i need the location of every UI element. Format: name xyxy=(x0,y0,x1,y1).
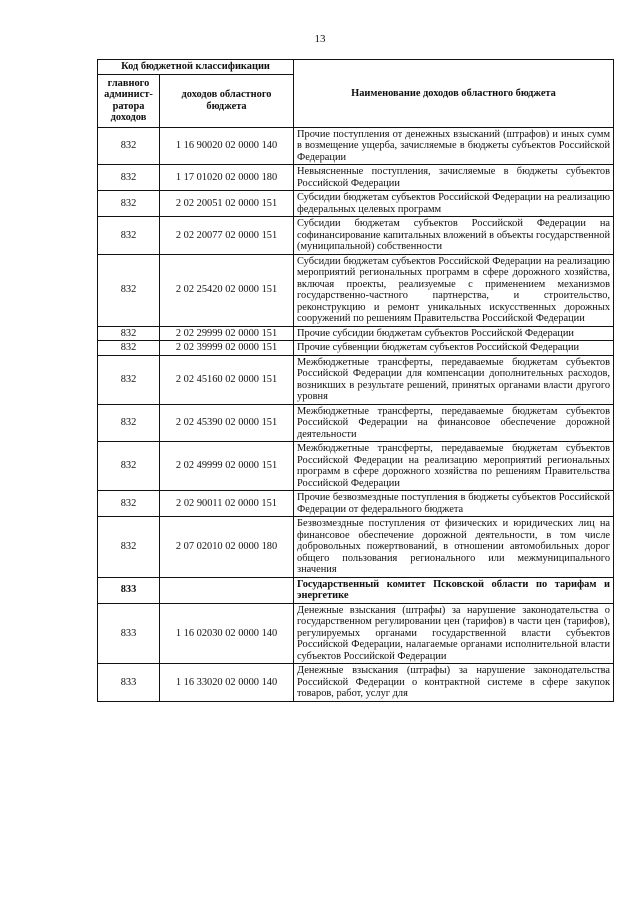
income-name-cell: Прочие субсидии бюджетам субъектов Российской Федерации xyxy=(294,326,614,341)
income-code-cell: 1 16 02030 02 0000 140 xyxy=(160,603,294,664)
income-name-cell: Государственный комитет Псковской области по тарифам и энергетике xyxy=(294,577,614,603)
header-income-code: доходов областного бюджета xyxy=(160,74,294,127)
income-name-cell: Денежные взыскания (штрафы) за нарушение законодательства Российской Федерации о контрактной системе в сфере закупок товаров, работ, услуг для xyxy=(294,664,614,702)
income-name-cell: Субсидии бюджетам субъектов Российской Федерации на реализацию федеральных целевых программ xyxy=(294,191,614,217)
table-row xyxy=(98,577,614,603)
income-code-cell: 2 02 25420 02 0000 151 xyxy=(160,254,294,326)
table-row xyxy=(98,191,614,217)
table-row xyxy=(98,517,614,578)
admin-code-cell: 833 xyxy=(98,603,160,664)
admin-code-cell: 832 xyxy=(98,491,160,517)
admin-code-cell: 832 xyxy=(98,254,160,326)
income-name-cell: Прочие безвозмездные поступления в бюджеты субъектов Российской Федерации от федерального бюджета xyxy=(294,491,614,517)
admin-code-cell: 833 xyxy=(98,664,160,702)
table-row xyxy=(98,664,614,702)
header-row-top xyxy=(98,60,614,75)
page-number: 13 xyxy=(314,33,326,45)
income-name-cell: Невыясненные поступления, зачисляемые в бюджеты субъектов Российской Федерации xyxy=(294,165,614,191)
income-code-cell: 2 02 20051 02 0000 151 xyxy=(160,191,294,217)
table-row xyxy=(98,355,614,404)
income-code-cell: 1 17 01020 02 0000 180 xyxy=(160,165,294,191)
income-code-cell: 1 16 90020 02 0000 140 xyxy=(160,127,294,165)
income-name-cell: Прочие поступления от денежных взысканий (штрафов) и иных сумм в возмещение ущерба, зачисляемые в бюджеты субъектов Российской Федерации xyxy=(294,127,614,165)
table-row xyxy=(98,491,614,517)
admin-code-cell: 832 xyxy=(98,217,160,255)
income-code-cell: 2 07 02010 02 0000 180 xyxy=(160,517,294,578)
income-code-cell: 1 16 33020 02 0000 140 xyxy=(160,664,294,702)
income-name-cell: Денежные взыскания (штрафы) за нарушение законодательства о государственном регулировании цен (тарифов) в части цен (тарифов), регулируемых органами государственной власти субъектов Российской Федерации, налагаемые органами исполнительной власти субъектов Российской Федерации xyxy=(294,603,614,664)
admin-code-cell: 832 xyxy=(98,326,160,341)
table-row xyxy=(98,326,614,341)
admin-code-cell: 832 xyxy=(98,404,160,442)
admin-code-cell: 832 xyxy=(98,442,160,491)
table-row xyxy=(98,165,614,191)
admin-code-cell: 833 xyxy=(98,577,160,603)
admin-code-cell: 832 xyxy=(98,355,160,404)
income-name-cell: Межбюджетные трансферты, передаваемые бюджетам субъектов Российской Федерации на финансовое обеспечение дорожной деятельности xyxy=(294,404,614,442)
table-row xyxy=(98,442,614,491)
admin-code-cell: 832 xyxy=(98,341,160,356)
income-name-cell: Прочие субвенции бюджетам субъектов Российской Федерации xyxy=(294,341,614,356)
table-row xyxy=(98,404,614,442)
income-code-cell: 2 02 45160 02 0000 151 xyxy=(160,355,294,404)
admin-code-cell: 832 xyxy=(98,191,160,217)
income-code-cell xyxy=(160,577,294,603)
income-code-cell: 2 02 39999 02 0000 151 xyxy=(160,341,294,356)
income-name-cell: Межбюджетные трансферты, передаваемые бюджетам субъектов Российской Федерации для компенсации дополнительных расходов, возникших в результате решений, принятых органами власти другого уровня xyxy=(294,355,614,404)
income-code-cell: 2 02 29999 02 0000 151 xyxy=(160,326,294,341)
admin-code-cell: 832 xyxy=(98,517,160,578)
table-row xyxy=(98,254,614,326)
admin-code-cell: 832 xyxy=(98,165,160,191)
header-income-name: Наименование доходов областного бюджета xyxy=(294,60,614,128)
header-classification: Код бюджетной классификации xyxy=(98,60,294,75)
table-row xyxy=(98,217,614,255)
income-name-cell: Межбюджетные трансферты, передаваемые бюджетам субъектов Российской Федерации на реализацию мероприятий региональных программ в сфере дорожного хозяйства по решениям Правительства Российской Федерации xyxy=(294,442,614,491)
budget-classification-table xyxy=(97,59,614,702)
income-name-cell: Безвозмездные поступления от физических и юридических лиц на финансовое обеспечение дорожной деятельности, в том числе добровольных пожертвований, в отношении автомобильных дорог общего пользования регионального или межмуниципального значения xyxy=(294,517,614,578)
income-code-cell: 2 02 49999 02 0000 151 xyxy=(160,442,294,491)
header-admin: главного админист-ратора доходов xyxy=(98,74,160,127)
table-row xyxy=(98,603,614,664)
income-code-cell: 2 02 45390 02 0000 151 xyxy=(160,404,294,442)
table-row xyxy=(98,127,614,165)
income-name-cell: Субсидии бюджетам субъектов Российской Федерации на софинансирование капитальных вложений в объекты государственной (муниципальной) собственности xyxy=(294,217,614,255)
income-code-cell: 2 02 20077 02 0000 151 xyxy=(160,217,294,255)
table-row xyxy=(98,341,614,356)
admin-code-cell: 832 xyxy=(98,127,160,165)
income-name-cell: Субсидии бюджетам субъектов Российской Федерации на реализацию мероприятий региональных программ в сфере дорожного хозяйства, включая проекты, реализуемые с применением механизмов государственно-частного партнерства, и строительство, реконструкцию и ремонт уникальных искусственных дорожных сооружений по решениям Правительства Российской Федерации xyxy=(294,254,614,326)
income-code-cell: 2 02 90011 02 0000 151 xyxy=(160,491,294,517)
table-body xyxy=(98,127,614,701)
